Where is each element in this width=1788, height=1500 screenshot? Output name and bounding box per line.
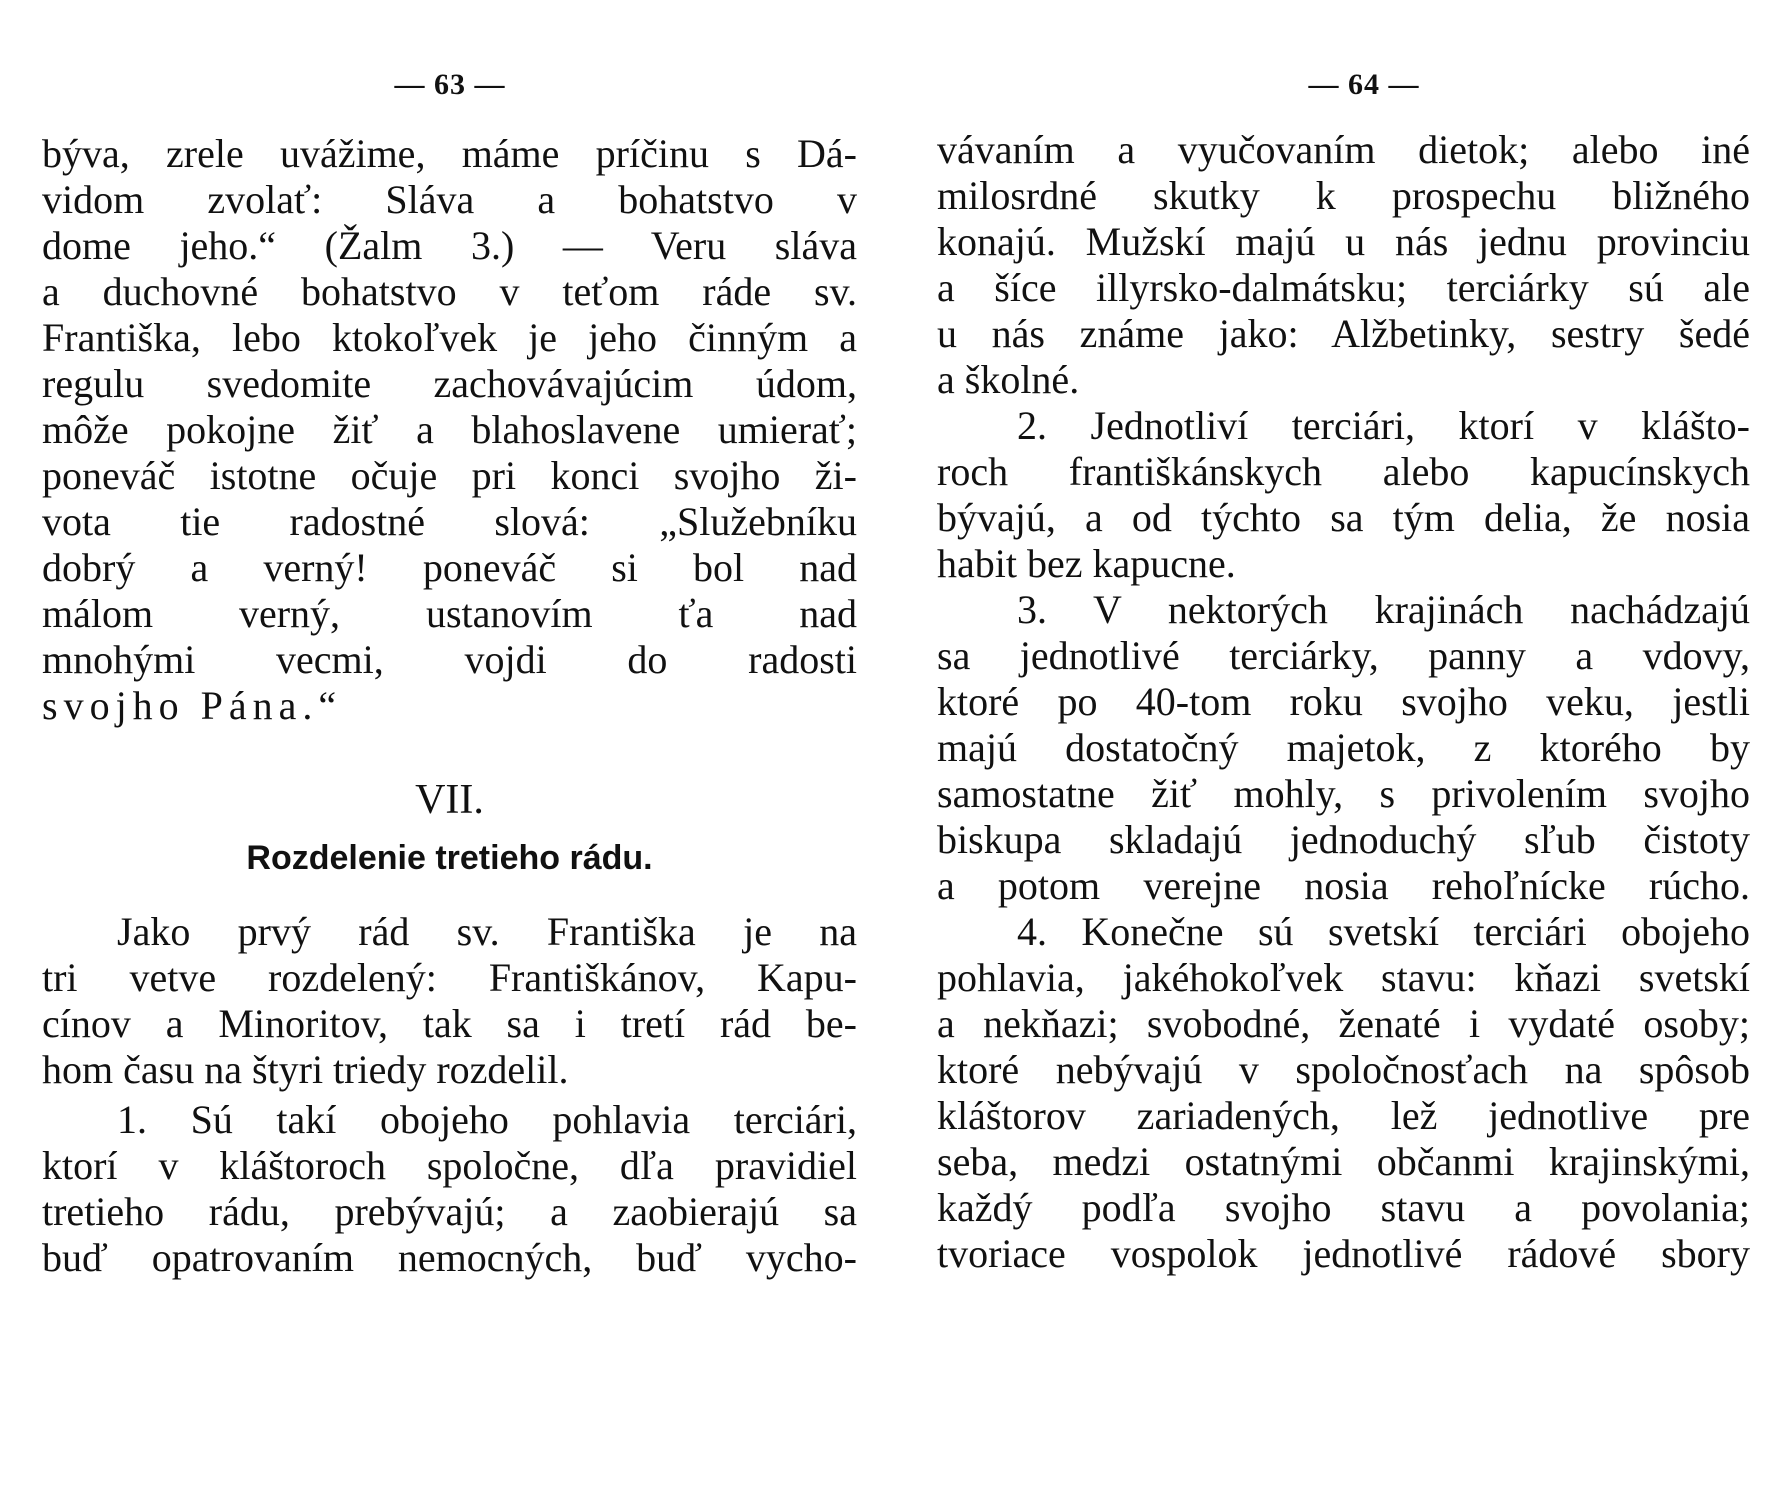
text-line: hom času na štyri triedy rozdelil.	[42, 1047, 569, 1092]
text-line: Františka, lebo ktokoľvek je jeho činným a	[42, 315, 857, 360]
text-line: vota tie radostné slová: „Služebníku	[42, 499, 857, 544]
text-line: seba, medzi ostatnými občanmi krajinskými,	[937, 1139, 1750, 1184]
left-page	[0, 0, 880, 1500]
text-line: u nás známe jako: Alžbetinky, sestry šedé	[937, 311, 1750, 356]
page-number: — 63 —	[394, 68, 506, 101]
text-line: málom verný, ustanovím ťa nad	[42, 591, 857, 636]
text-line: a duchovné bohatstvo v teťom ráde sv.	[42, 269, 857, 314]
text-line: každý podľa svojho stavu a povolania;	[937, 1185, 1750, 1230]
text-line: cínov a Minoritov, tak sa i tretí rád be-	[42, 1001, 857, 1046]
text-line: tri vetve rozdelený: Františkánov, Kapu-	[42, 955, 857, 1000]
text-line: roch františkánskych alebo kapucínskych	[937, 449, 1750, 494]
text-line: pohlavia, jakéhokoľvek stavu: kňazi svetskí	[937, 955, 1750, 1000]
text-line: ktoré po 40-tom roku svojho veku, jestli	[937, 679, 1750, 724]
text-line: majú dostatočný majetok, z ktorého by	[937, 725, 1750, 770]
right-page	[900, 0, 1788, 1500]
text-line: regulu svedomite zachovávajúcim údom,	[42, 361, 857, 406]
text-line: a potom verejne nosia rehoľnícke rúcho.	[937, 863, 1750, 908]
text-line: biskupa skladajú jednoduchý sľub čistoty	[937, 817, 1750, 862]
text-line: poneváč istotne očuje pri konci svojho ži-	[42, 453, 857, 498]
text-line: kláštorov zariadených, lež jednotlive pre	[937, 1093, 1750, 1138]
text-line: sa jednotlivé terciárky, panny a vdovy,	[937, 633, 1750, 678]
text-line: a nekňazi; svobodné, ženaté i vydaté osoby;	[937, 1001, 1750, 1046]
paragraph-first-line: 4. Konečne sú svetskí terciári obojeho	[1017, 909, 1750, 954]
text-line: vidom zvolať: Sláva a bohatstvo v	[42, 177, 857, 222]
paragraph-first-line: 3. V nektorých krajinách nachádzajú	[1017, 587, 1750, 632]
text-line: dobrý a verný! poneváč si bol nad	[42, 545, 857, 590]
text-line: bývajú, a od týchto sa tým delia, že nosia	[937, 495, 1750, 540]
paragraph-first-line: Jako prvý rád sv. Františka je na	[117, 909, 857, 954]
text-line: tretieho rádu, prebývajú; a zaobierajú sa	[42, 1189, 857, 1234]
text-line: dome jeho.“ (Žalm 3.) — Veru sláva	[42, 223, 857, 268]
section-number: VII.	[415, 777, 484, 823]
text-line: milosrdné skutky k prospechu bližného	[937, 173, 1750, 218]
section-title: Rozdelenie tretieho rádu.	[246, 839, 653, 877]
text-line: konajú. Mužskí majú u nás jednu provinciu	[937, 219, 1750, 264]
text-line: môže pokojne žiť a blahoslavene umierať;	[42, 407, 857, 452]
text-line: svojho Pána.“	[42, 683, 343, 728]
text-line: a šíce illyrsko-dalmátsku; terciárky sú ale	[937, 265, 1750, 310]
page-number: — 64 —	[1308, 68, 1420, 101]
paragraph-first-line: 1. Sú takí obojeho pohlavia terciári,	[117, 1097, 857, 1142]
text-line: a školné.	[937, 357, 1080, 402]
text-line: ktorí v kláštoroch spoločne, dľa pravidiel	[42, 1143, 857, 1188]
paragraph-first-line: 2. Jednotliví terciári, ktorí v klášto-	[1017, 403, 1750, 448]
text-line: vávaním a vyučovaním dietok; alebo iné	[937, 127, 1750, 172]
text-line: býva, zrele uvážime, máme príčinu s Dá-	[42, 131, 857, 176]
text-line: samostatne žiť mohly, s privolením svojho	[937, 771, 1750, 816]
text-line: tvoriace vospolok jednotlivé rádové sbory	[937, 1231, 1750, 1276]
text-line: mnohými vecmi, vojdi do radosti	[42, 637, 857, 682]
text-line: buď opatrovaním nemocných, buď vycho-	[42, 1235, 857, 1280]
text-line: habit bez kapucne.	[937, 541, 1236, 586]
text-line: ktoré nebývajú v spoločnosťach na spôsob	[937, 1047, 1750, 1092]
